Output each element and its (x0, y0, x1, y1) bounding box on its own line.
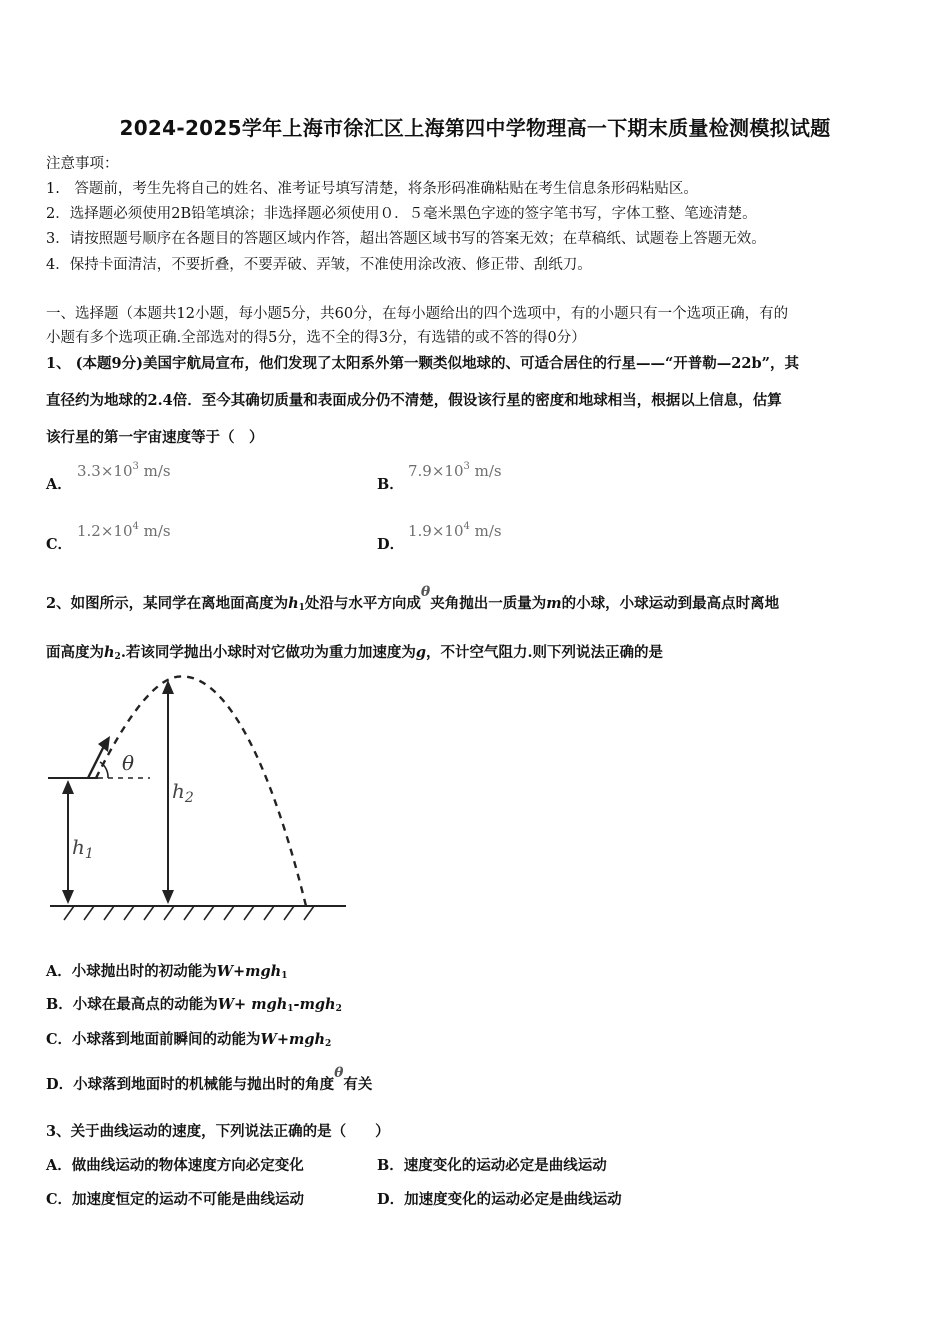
q1-option-c-label: C． (46, 536, 73, 553)
q1-option-a-value: $3.3\times 10^3$ m/s (77, 461, 171, 480)
ground-hatching (64, 906, 314, 920)
q2-option-a: A．小球抛出时的初动能为W+mgh$_1$ (46, 963, 288, 981)
q3-option-a: A．做曲线运动的物体速度方向必定变化 (46, 1157, 304, 1174)
trajectory-curve (96, 676, 306, 906)
projectile-diagram (40, 670, 360, 930)
q2-stem-line2: 面高度为$h_2$.若该同学抛出小球时对它做功为重力加速度为g，不计空气阻力.则下列说法正确的是 (46, 644, 664, 662)
h1-arrowhead-down (62, 890, 74, 904)
q2-option-c: C．小球落到地面前瞬间的动能为W+mgh$_2$ (46, 1031, 332, 1049)
notice-item-1: 1. 答题前，考生先将自己的姓名、准考证号填写清楚，将条形码准确粘贴在考生信息条形码粘贴区。 (46, 181, 698, 197)
q2-stem-line1: 2、如图所示，某同学在离地面高度为$h_1$处沿与水平方向成θ夹角抛出一质量为m的小球，小球运动到最高点时离地 (46, 584, 780, 613)
h1-arrowhead-up (62, 780, 74, 794)
section-header-line1: 一、选择题（本题共12小题，每小题5分，共60分，在每小题给出的四个选项中，有的小题只有一个选项正确，有的 (46, 306, 789, 322)
q3-option-c: C．加速度恒定的运动不可能是曲线运动 (46, 1191, 305, 1208)
angle-arc (100, 762, 108, 778)
velocity-arrow (88, 746, 104, 778)
q1-option-d-value: $1.9\times 10^4$ m/s (408, 521, 502, 540)
fig-theta-label: θ (122, 751, 135, 775)
h2-arrowhead-down (162, 890, 174, 904)
notice-item-3: 3．请按照题号顺序在各题目的答题区域内作答，超出答题区域书写的答案无效；在草稿纸、试题卷上答题无效。 (46, 231, 766, 247)
q1-option-a-label: A． (46, 476, 72, 493)
q1-option-d-label: D． (377, 536, 405, 553)
q1-option-c-value: $1.2\times 10^4$ m/s (77, 521, 171, 540)
q1-stem-line1: 1、 (本题9分)美国宇航局宣布，他们发现了太阳系外第一颗类似地球的、可适合居住的行星——“开普勒—22b”，其 (46, 355, 799, 372)
q3-option-d: D．加速度变化的运动必定是曲线运动 (377, 1191, 622, 1208)
fig-h2-label: $h_2$ (172, 779, 194, 806)
notice-heading: 注意事项： (46, 156, 119, 172)
notice-item-2: 2．选择题必须使用2B铅笔填涂；非选择题必须使用０．５毫米黑色字迹的签字笔书写，字体工整、笔迹清楚。 (46, 206, 757, 222)
velocity-arrowhead (98, 736, 110, 752)
q3-option-b: B．速度变化的运动必定是曲线运动 (377, 1157, 607, 1174)
q1-stem-line3: 该行星的第一宇宙速度等于（ ） (46, 429, 264, 446)
notice-item-4: 4．保持卡面清洁，不要折叠，不要弄破、弄皱，不准使用涂改液、修正带、刮纸刀。 (46, 257, 592, 273)
q1-option-b-value: $7.9\times 10^3$ m/s (408, 461, 502, 480)
q1-option-b-label: B． (377, 476, 404, 493)
q2-option-d: D．小球落到地面时的机械能与抛出时的角度θ有关 (46, 1065, 373, 1093)
q2-option-b: B．小球在最高点的动能为W+ mgh$_1$-mgh$_2$ (46, 996, 342, 1014)
fig-h1-label: $h_1$ (72, 835, 94, 862)
section-header-line2: 小题有多个选项正确.全部选对的得5分，选不全的得3分，有选错的或不答的得0分） (46, 330, 586, 346)
q1-stem-line2: 直径约为地球的2.4倍．至今其确切质量和表面成分仍不清楚，假设该行星的密度和地球相当，根据以上信息，估算 (46, 392, 782, 409)
q3-stem: 3、关于曲线运动的速度，下列说法正确的是（ ） (46, 1123, 390, 1140)
page-title: 2024-2025学年上海市徐汇区上海第四中学物理高一下期末质量检测模拟试题 (119, 116, 831, 140)
